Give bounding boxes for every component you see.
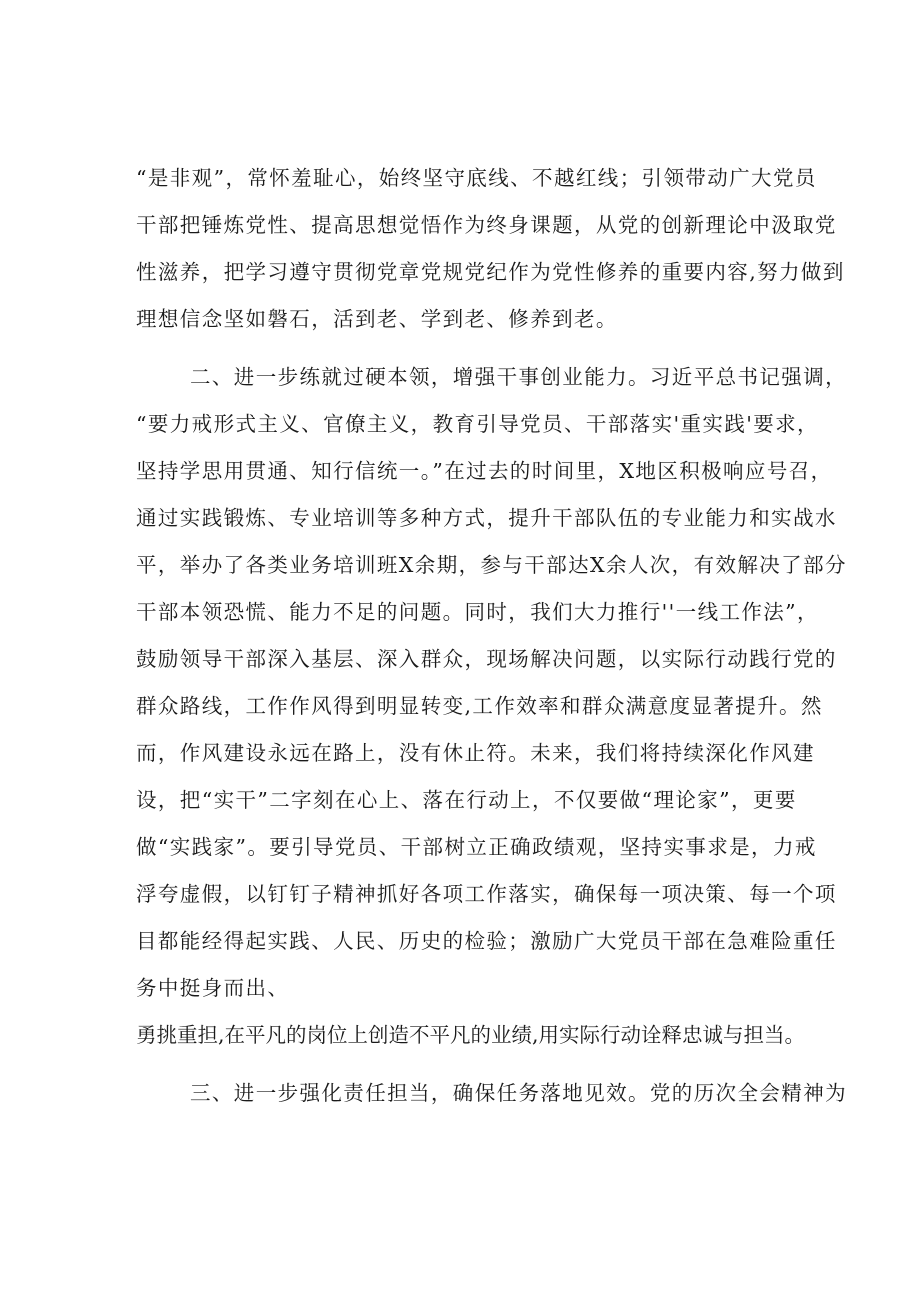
section-heading-line: 三、进一步强化责任担当，确保任务落地见效。党的历次全会精神为 <box>190 1081 847 1105</box>
text-line: 目都能经得起实践、人民、历史的检验；激励广大党员干部在急难险重任 <box>136 929 837 953</box>
text-line: 性滋养，把学习遵守贯彻党章党规党纪作为党性修养的重要内容,努力做到 <box>136 260 845 284</box>
text-line: 浮夸虚假，以钉钉子精神抓好各项工作落实，确保每一项决策、每一个项 <box>136 882 837 906</box>
text-line: 干部本领恐慌、能力不足的问题。同时，我们大力推行''一线工作法”， <box>136 600 819 624</box>
text-line: 群众路线，工作作风得到明显转变,工作效率和群众满意度显著提升。然 <box>136 694 823 718</box>
text-line: 鼓励领导干部深入基层、深入群众，现场解决问题，以实际行动践行党的 <box>136 647 837 671</box>
text-line: 勇挑重担,在平凡的岗位上创造不平凡的业绩,用实际行动诠释忠诚与担当。 <box>136 1023 806 1047</box>
text-line: 平，举办了各类业务培训班X余期，参与干部达X余人次，有效解决了部分 <box>136 553 847 577</box>
text-line: “是非观”，常怀羞耻心，始终坚守底线、不越红线；引领带动广大党员 <box>136 166 817 190</box>
text-line: 设，把“实干”二字刻在心上、落在行动上，不仅要做“理论家”，更要 <box>136 788 797 812</box>
text-line: 理想信念坚如磐石，活到老、学到老、修养到老。 <box>136 307 618 331</box>
text-line: 做“实践家”。要引导党员、干部树立正确政绩观，坚持实事求是，力戒 <box>136 835 817 859</box>
text-line: 干部把锤炼党性、提高思想觉悟作为终身课题，从党的创新理论中汲取党 <box>136 213 837 237</box>
text-line: 通过实践锻炼、专业培训等多种方式，提升干部队伍的专业能力和实战水 <box>136 506 837 530</box>
text-line: “要力戒形式主义、官僚主义，教育引导党员、干部落实'重实践'要求， <box>136 412 819 436</box>
section-heading-line: 二、进一步练就过硬本领，增强干事创业能力。习近平总书记强调， <box>190 365 847 389</box>
text-line: 而，作风建设永远在路上，没有休止符。未来，我们将持续深化作风建 <box>136 741 815 765</box>
text-line: 务中挺身而出、 <box>136 976 290 1000</box>
text-line: 坚持学思用贯通、知行信统一。”在过去的时间里，X地区积极响应号召， <box>136 459 833 483</box>
